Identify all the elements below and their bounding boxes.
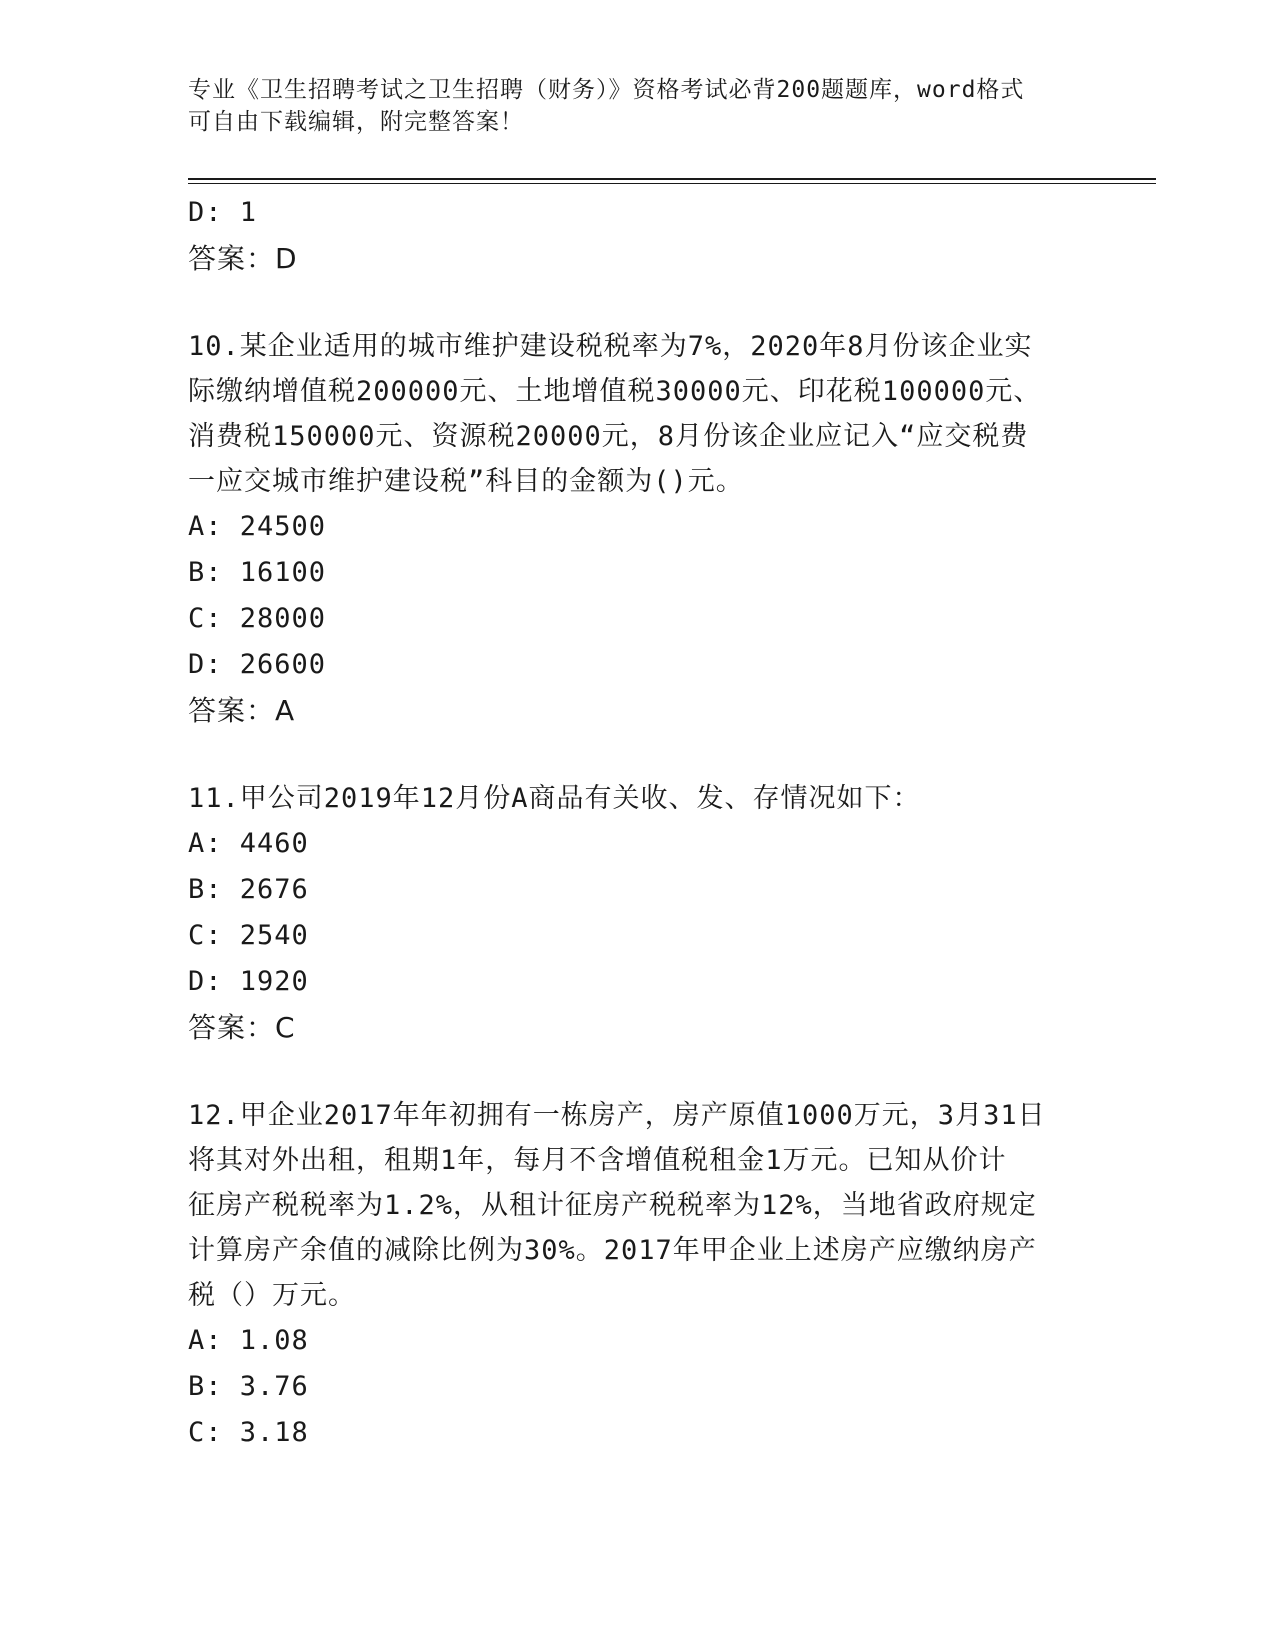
question-9-tail <box>188 190 1088 282</box>
question-text-line: 际缴纳增值税200000元、土地增值税30000元、印花税100000元、 <box>188 376 1042 407</box>
option-c: C: 2540 <box>188 920 309 951</box>
question-text-line: 将其对外出租，租期1年，每月不含增值税租金1万元。已知从价计 <box>188 1145 1007 1176</box>
option-c: C: 28000 <box>188 603 327 634</box>
question-list <box>188 190 1088 1456</box>
question-text-line: 征房产税税率为1.2%，从租计征房产税税率为12%，当地省政府规定 <box>188 1190 1037 1221</box>
answer-label: 答案：A <box>188 694 296 727</box>
answer-label: 答案：D <box>188 242 298 275</box>
answer-label: 答案：C <box>188 1011 296 1044</box>
option-d: D: 1 <box>188 197 258 228</box>
header-rule-thin <box>188 183 1156 184</box>
spacer <box>188 1051 1088 1093</box>
question-10 <box>188 324 1088 734</box>
question-11 <box>188 776 1088 1051</box>
header-line-2: 可自由下载编辑，附完整答案！ <box>188 109 524 135</box>
spacer <box>188 734 1088 776</box>
option-d: D: 26600 <box>188 649 327 680</box>
option-d: D: 1920 <box>188 966 309 997</box>
question-text-line: 10.某企业适用的城市维护建设税税率为7%，2020年8月份该企业实 <box>188 331 1033 362</box>
option-b: B: 2676 <box>188 874 309 905</box>
question-text-line: 一应交城市维护建设税”科目的金额为()元。 <box>188 466 744 497</box>
question-text-line: 11.甲公司2019年12月份A商品有关收、发、存情况如下： <box>188 783 921 814</box>
option-b: B: 16100 <box>188 557 327 588</box>
option-a: A: 1.08 <box>188 1325 309 1356</box>
header-line-1: 专业《卫生招聘考试之卫生招聘（财务）》资格考试必背200题题库，word格式 <box>188 77 1025 103</box>
question-text-line: 消费税150000元、资源税20000元，8月份该企业应记入“应交税费 <box>188 421 1029 452</box>
document-header <box>188 74 1088 138</box>
option-b: B: 3.76 <box>188 1371 309 1402</box>
option-c: C: 3.18 <box>188 1417 309 1448</box>
question-12 <box>188 1093 1088 1456</box>
question-text-line: 税（）万元。 <box>188 1280 356 1311</box>
question-text-line: 12.甲企业2017年年初拥有一栋房产，房产原值1000万元，3月31日 <box>188 1100 1046 1131</box>
header-rule-thick <box>188 178 1156 180</box>
question-text-line: 计算房产余值的减除比例为30%。2017年甲企业上述房产应缴纳房产 <box>188 1235 1037 1266</box>
option-a: A: 4460 <box>188 828 309 859</box>
spacer <box>188 282 1088 324</box>
option-a: A: 24500 <box>188 511 327 542</box>
